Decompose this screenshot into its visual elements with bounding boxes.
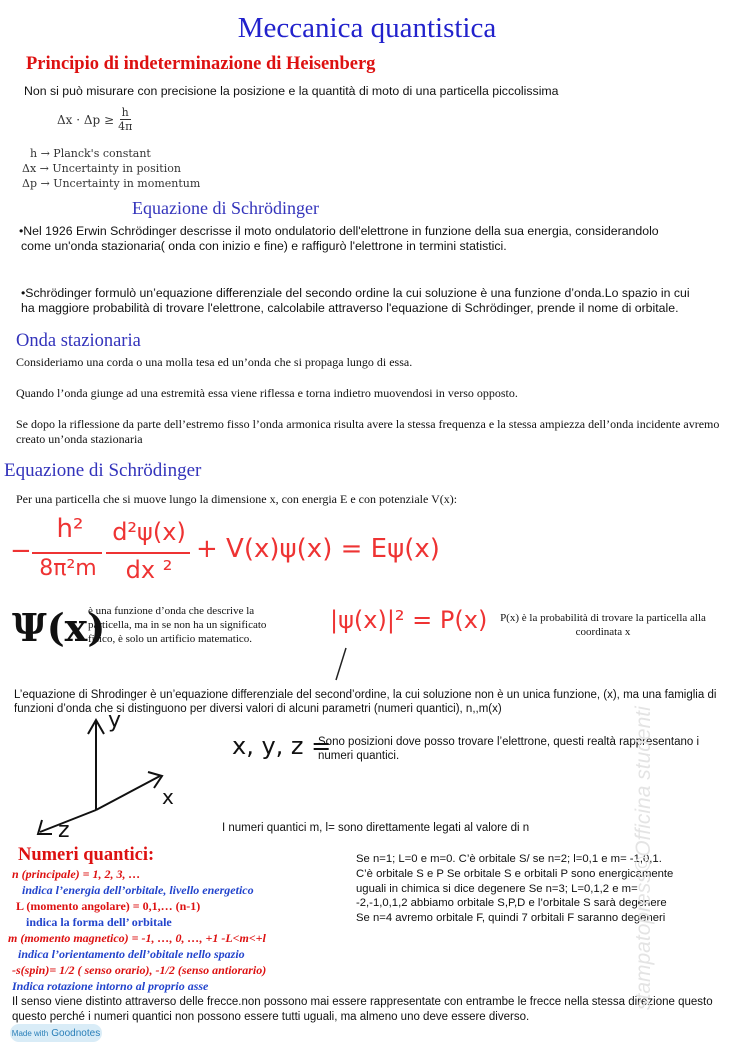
axis-x-label: x — [162, 785, 174, 809]
heisenberg-text: Non si può misurare con precisione la posizione e la quantità di moto di una particella piccolissima — [24, 84, 559, 98]
schrodinger-equation — [10, 514, 440, 590]
heisenberg-formula — [57, 106, 132, 133]
formula-fraction — [118, 106, 132, 133]
heisenberg-heading: Principio di indeterminazione di Heisenberg — [26, 54, 376, 74]
orbitali-text: Se n=1; L=0 e m=0. C’è orbitale S/ se n=2; l=0,1 e m= -1,0,1. C’è orbitale S e P Se orbitale S e orbitali P sono energicamente uguali in chimica si dice degenere Se n=3; L=0,1,2 e m= -2,-1,0,1,2 abbiamo orbitale S,P,D e l’orbitale S sarà degenere Se n=4 avremo orbitale F, quindi 7 orbitali F saranno degeneri — [356, 853, 674, 925]
n-definition: n (principale) = 1, 2, 3, … — [12, 867, 141, 881]
eq-fraction-bar-1 — [32, 552, 102, 554]
legend-dp: Δp → Uncertainty in momentum — [22, 177, 201, 190]
formula-lhs: Δx · Δp ≥ — [57, 112, 115, 127]
footer-text: Il senso viene distinto attraverso delle frecce.non possono mai essere rappresentate con entrambe le frecce nella stessa direzione questo questo perché i numeri quantici non possono essere tutti uguali, ma almeno uno deve essere diverso. — [12, 996, 713, 1023]
bullet-2-text: •Schrödinger formulò un’equazione differenziale del secondo ordine la cui soluzione è una funzione d’onda.Lo spazio in cui ha maggiore probabilità di trovare l'elettrone, calcolabile attraverso l'equazione di Schrödinger, prende il nome di orbitale. — [21, 286, 690, 315]
heisenberg-legend — [22, 146, 201, 191]
eq-minus: − — [10, 536, 32, 566]
axis-z-label: z — [58, 818, 70, 843]
l-definition: L (momento angolare) = 0,1,… (n-1) — [16, 899, 201, 913]
m-description: indica l’orientamento dell’obitale nello spazio — [18, 947, 245, 961]
axis-y-label: y — [108, 708, 122, 733]
bullet-1-text: •Nel 1926 Erwin Schrödinger descrisse il moto ondulatorio dell'elettrone in funzione della sua energia, considerandolo come un'onda stazionaria( onda con inizio e fine) e raffigurò l'elettrone in termini statistici. — [19, 224, 659, 253]
eq-rest: + V(x)ψ(x) = Eψ(x) — [196, 534, 440, 564]
eq-dx2: dx ² — [125, 556, 173, 584]
onda-p3: Se dopo la riflessione da parte dell’estremo fisso l’onda armonica risulta avere la stessa frequenza e la stessa ampiezza dell’onda incidente avremo creato un’onda stazionaria — [16, 417, 720, 446]
probability-equation: |ψ(x)|² = P(x) — [330, 606, 488, 634]
legend-dx: Δx → Uncertainty in position — [22, 162, 181, 175]
psi-glyph: Ψ(x) — [12, 605, 106, 650]
onda-heading: Onda stazionaria — [16, 331, 141, 351]
s-definition: -s(spin)= 1/2 ( senso orario), -1/2 (senso antiorario) — [12, 963, 267, 977]
xyz-text: Sono posizioni dove posso trovare l’elettrone, questi realtà rappresentano i numeri quantici. — [318, 736, 700, 762]
watermark — [612, 540, 655, 1010]
n-description: indica l’energia dell’orbitale, livello energetico — [22, 883, 254, 897]
legati-text: I numeri quantici m, l= sono direttamente legati al valore di n — [222, 822, 530, 834]
formula-numerator: h — [121, 106, 129, 119]
s-description: Indica rotazione intorno al proprio asse — [12, 979, 209, 993]
numeri-list — [8, 866, 352, 994]
m-definition: m (momento magnetico) = -1, …, 0, …, +1 -L<m<+l — [8, 931, 266, 945]
watermark-text: stampatopress©Officina studenti — [632, 706, 655, 1010]
schrodinger-bullet-1 — [21, 224, 681, 254]
legend-h: h → Planck's constant — [30, 147, 151, 160]
numeri-heading: Numeri quantici: — [18, 845, 155, 865]
l-description: indica la forma dell’ orbitale — [26, 915, 172, 929]
eq-fraction-bar-2 — [106, 552, 190, 554]
onda-p1: Consideriamo una corda o una molla tesa ed un’onda che si propaga lungo di essa. — [16, 355, 413, 369]
eq-h2: h² — [56, 514, 84, 544]
formula-denominator: 4π — [118, 120, 133, 133]
goodnotes-badge — [10, 1024, 102, 1042]
equation-intro: Per una particella che si muove lungo la dimensione x, con energia E e con potenziale V(x): — [16, 492, 458, 506]
badge-small-text: Made with — [11, 1028, 49, 1038]
eq-den1: 8π²m — [39, 556, 97, 581]
schrodinger-intro-heading: Equazione di Schrödinger — [132, 198, 319, 218]
page-title: Meccanica quantistica — [237, 12, 497, 44]
eq-d2psi: d²ψ(x) — [112, 518, 186, 546]
psi-text: è una funzione d’onda che descrive la particella, ma in se non ha un significato fisico, è solo un artificio matematico. — [88, 605, 267, 645]
badge-brand-text: Goodnotes — [51, 1027, 101, 1039]
pencil-stroke — [326, 646, 350, 682]
equation-heading: Equazione di Schrödinger — [4, 460, 202, 481]
schrodinger-bullet-2 — [21, 286, 697, 316]
probability-text: P(x) è la probabilità di trovare la particella alla coordinata x — [500, 612, 706, 638]
onda-p2: Quando l’onda giunge ad una estremità essa viene riflessa e torna indietro muovendosi in verso opposto. — [16, 386, 518, 400]
xyz-handwritten: x, y, z = — [232, 732, 332, 760]
family-text: L’equazione di Shrodinger è un’equazione differenziale del second’ordine, la cui soluzione non è un unica funzione, (x), ma una famiglia di funzioni d’onda che si distinguono per diversi valori di alcuni parametri (numeri quantici), n,,m(x) — [14, 689, 717, 715]
